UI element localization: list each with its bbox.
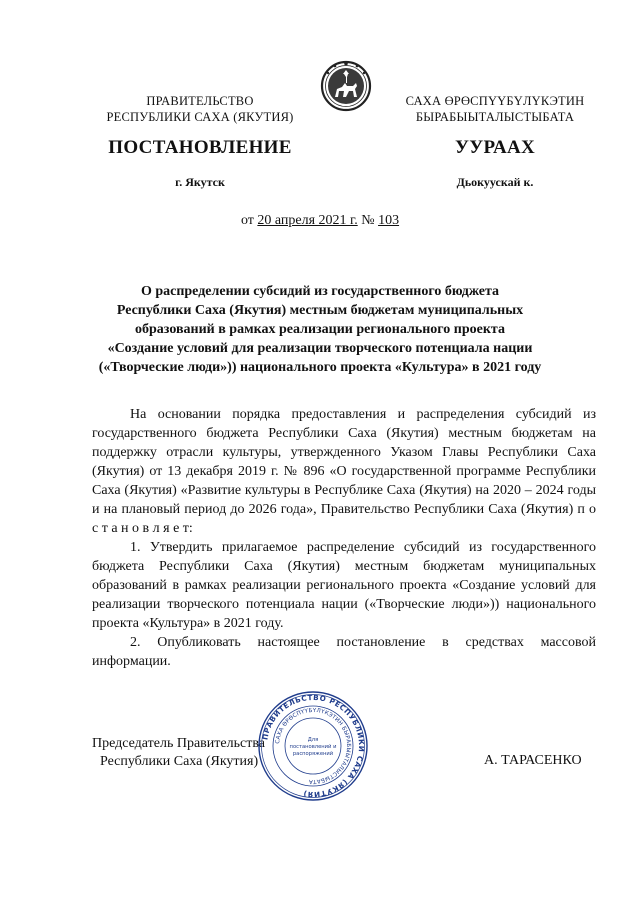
official-round-seal-icon: [257, 690, 369, 802]
document-date: 20 апреля 2021 г.: [257, 213, 358, 228]
document-number: 103: [378, 213, 400, 228]
item-1-paragraph: 1. Утвердить прилагаемое распределение субсидий из государственного бюджета Республики Саха (Якутия) местным бюджетам муниципальных образований в рамках реализации регионального проекта «Создание условий для реализации творческого потенциала нации («Творческие люди»)) национального проекта «Культура» в 2021 году.: [92, 540, 596, 631]
header-right-authority: [395, 93, 595, 125]
document-body: [92, 405, 596, 671]
date-number-line: [0, 213, 640, 229]
preamble-paragraph: На основании порядка предоставления и распределения субсидий из государственного бюджета Республики Саха (Якутия) местным бюджетам на поддержку отрасли культуры, утвержденного Указом Главы Республики Саха (Якутия) от 13 декабря 2019 г. № 896 «О государственной программе Республики Саха (Якутия) «Развитие культуры в Республике Саха (Якутия) на 2020 – 2024 годы и на плановый период до 2026 года», Правительство Республики Саха (Якутия) п о с т а н о в л я е т:: [92, 407, 596, 536]
stamp-center-line-3: распоряжений: [292, 751, 334, 757]
title-line: Республики Саха (Якутия) местным бюджетам муниципальных: [116, 303, 524, 318]
signatory-name: А. ТАРАСЕНКО: [484, 753, 582, 768]
title-line: образований в рамках реализации регионального проекта: [135, 322, 505, 337]
city-yakut: Дьокуускай к.: [456, 175, 534, 189]
doc-type-russian: ПОСТАНОВЛЕНИЕ: [108, 137, 292, 158]
position-line-2: Республики Саха (Якутия): [100, 754, 259, 769]
title-line: («Творческие люди»)) национального проекта «Культура» в 2021 году: [98, 360, 542, 375]
coat-of-arms-emblem-icon: [320, 60, 372, 112]
document-title: [60, 282, 580, 377]
title-line: О распределении субсидий из государственного бюджета: [140, 284, 500, 299]
header-right-line-2: БЫРАБЫЫТАЛЫСТЫБАТА: [415, 110, 575, 124]
stamp-center-line-1: Для: [307, 737, 319, 743]
header-left-authority: [95, 93, 305, 125]
stamp-inner-text: САХА ӨРӨСПҮҮБҮЛҮКЭТИН БЫРАБЫЫТАЛЫСТЫБАТА: [275, 707, 352, 785]
stamp-center-line-2: постановлений и: [289, 744, 337, 750]
position-line-1: Председатель Правительства: [92, 736, 265, 751]
title-line: «Создание условий для реализации творческого потенциала нации: [107, 341, 533, 356]
header-left-line-2: РЕСПУБЛИКИ САХА (ЯКУТИЯ): [106, 110, 294, 124]
header-right-line-1: САХА ӨРӨСПҮҮБҮЛҮКЭТИН: [405, 94, 585, 108]
number-label: №: [357, 213, 379, 228]
city-russian: г. Якутск: [175, 175, 225, 189]
signatory-position: [92, 735, 265, 771]
date-prefix: от: [240, 213, 258, 228]
doc-type-yakut: УУРААХ: [454, 137, 536, 158]
header-left-line-1: ПРАВИТЕЛЬСТВО: [146, 94, 254, 108]
item-2-paragraph: 2. Опубликовать настоящее постановление в средствах массовой информации.: [92, 635, 596, 669]
stamp-outer-text: ПРАВИТЕЛЬСТВО РЕСПУБЛИКИ САХА (ЯКУТИЯ): [260, 692, 367, 800]
